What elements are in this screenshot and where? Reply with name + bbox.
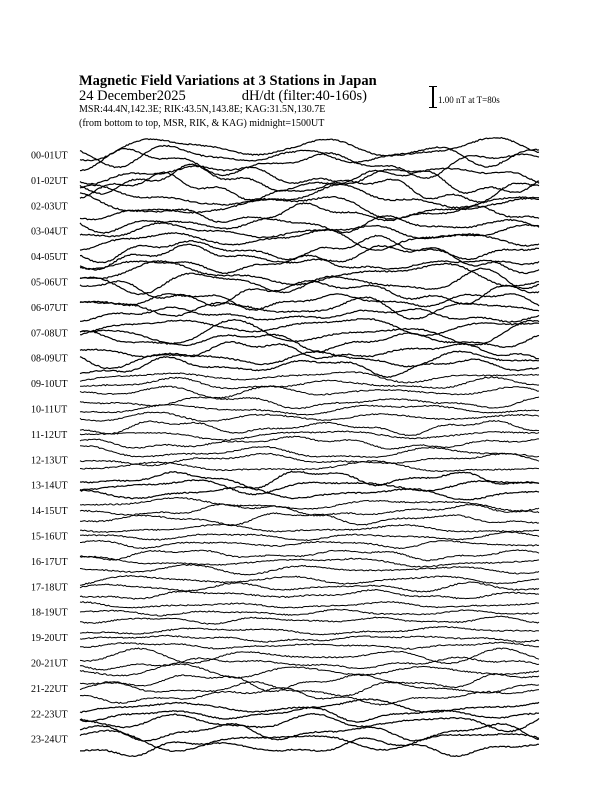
- hour-label: 09-10UT: [31, 379, 68, 391]
- chart-title: Magnetic Field Variations at 3 Stations in Japan: [79, 73, 377, 89]
- trace-msr: [80, 642, 539, 649]
- trace-kag: [80, 674, 539, 692]
- hour-label: 22-23UT: [31, 709, 68, 721]
- trace-rik: [80, 582, 539, 592]
- trace-kag: [80, 524, 539, 532]
- hour-label: 17-18UT: [31, 582, 68, 594]
- trace-rik: [80, 268, 539, 295]
- quantity-text: dH/dt (filter:40-160s): [241, 88, 367, 104]
- hour-label: 01-02UT: [31, 175, 68, 187]
- trace-kag: [80, 184, 539, 208]
- trace-rik: [80, 480, 539, 495]
- hour-label: 04-05UT: [31, 252, 68, 264]
- hour-label: 23-24UT: [31, 734, 68, 746]
- trace-kag: [80, 550, 539, 561]
- trace-msr: [80, 412, 539, 421]
- trace-msr: [80, 590, 539, 600]
- hour-label: 12-13UT: [31, 455, 68, 467]
- trace-msr: [80, 203, 539, 223]
- hour-label: 13-14UT: [31, 480, 68, 492]
- hour-label: 06-07UT: [31, 302, 68, 314]
- hour-label: 08-09UT: [31, 353, 68, 365]
- trace-msr: [80, 540, 539, 548]
- hour-label: 11-12UT: [31, 429, 68, 441]
- trace-kag: [80, 342, 539, 359]
- trace-rik: [80, 453, 539, 466]
- hour-label: 16-17UT: [31, 556, 68, 568]
- trace-rik: [80, 609, 539, 616]
- hour-label: 03-04UT: [31, 226, 68, 238]
- trace-rik: [80, 377, 539, 389]
- trace-msr: [80, 331, 539, 352]
- trace-msr: [80, 616, 539, 624]
- hour-label: 21-22UT: [31, 683, 68, 695]
- trace-msr: [80, 386, 539, 399]
- hour-labels: [31, 151, 68, 746]
- trace-kag: [80, 576, 539, 586]
- hour-label: 19-20UT: [31, 633, 68, 645]
- hour-label: 05-06UT: [31, 277, 68, 289]
- trace-kag: [80, 235, 539, 262]
- trace-kag: [80, 446, 539, 458]
- scale-bar: [429, 86, 437, 108]
- trace-rik: [80, 556, 539, 567]
- trace-msr: [80, 229, 539, 250]
- hour-label: 07-08UT: [31, 328, 68, 340]
- date-line: [79, 88, 367, 105]
- trace-kag: [80, 216, 539, 234]
- trace-kag: [80, 723, 539, 741]
- trace-msr: [80, 487, 539, 500]
- station-order-note: (from bottom to top, MSR, RIK, & KAG) midnight=1500UT: [79, 118, 325, 129]
- trace-kag: [80, 471, 539, 488]
- trace-rik: [80, 504, 539, 516]
- trace-kag: [80, 699, 539, 713]
- trace-kag: [80, 166, 539, 184]
- date-text: 24 December2025: [79, 88, 186, 104]
- hour-label: 20-21UT: [31, 658, 68, 670]
- hour-label: 15-16UT: [31, 531, 68, 543]
- hour-label: 18-19UT: [31, 607, 68, 619]
- trace-rik: [80, 532, 539, 541]
- trace-kag: [80, 626, 539, 635]
- scale-label: 1.00 nT at T=80s: [438, 95, 500, 105]
- trace-kag: [80, 319, 539, 336]
- trace-kag: [80, 602, 539, 608]
- trace-msr: [80, 565, 539, 575]
- trace-msr: [80, 307, 539, 322]
- trace-msr: [80, 714, 539, 732]
- trace-msr: [80, 281, 539, 307]
- hour-label: 02-03UT: [31, 201, 68, 213]
- trace-kag: [80, 648, 539, 664]
- trace-rik: [80, 244, 539, 270]
- trace-rik: [80, 404, 539, 415]
- hour-label: 00-01UT: [31, 150, 68, 162]
- hour-label: 14-15UT: [31, 506, 68, 518]
- station-coordinates: MSR:44.4N,142.3E; RIK:43.5N,143.8E; KAG:31.5N,130.7E: [79, 104, 326, 115]
- hour-label: 10-11UT: [31, 404, 68, 416]
- trace-msr: [80, 436, 539, 449]
- trace-rik: [80, 635, 539, 642]
- trace-msr: [80, 688, 539, 706]
- trace-group: [80, 138, 539, 757]
